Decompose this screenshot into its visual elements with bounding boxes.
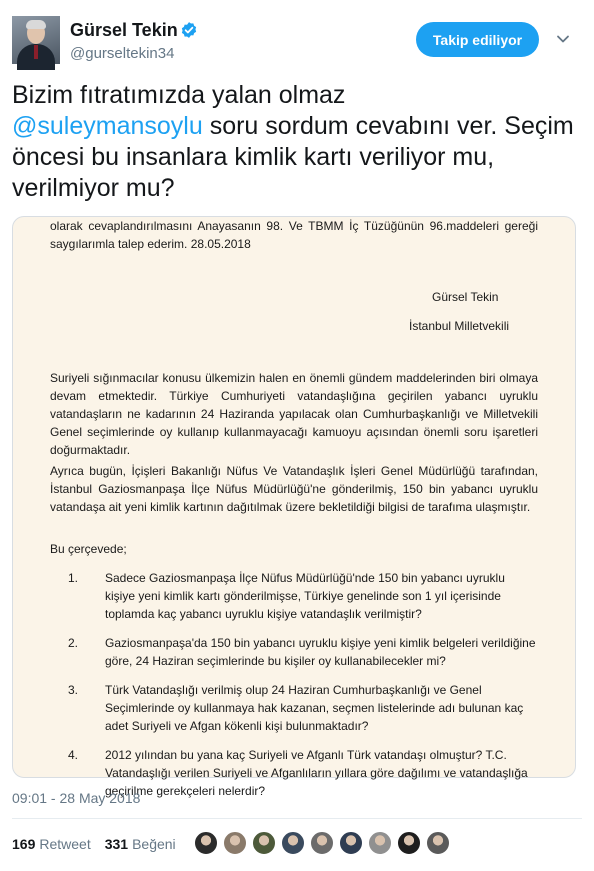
- question-list: [50, 569, 538, 811]
- like-count-link[interactable]: [105, 836, 176, 852]
- question-number: 4.: [68, 748, 79, 762]
- question-item: [50, 569, 538, 623]
- liker-avatar[interactable]: [397, 831, 421, 855]
- liker-avatar[interactable]: [426, 831, 450, 855]
- retweet-count: 169: [12, 836, 36, 852]
- divider: [12, 818, 582, 819]
- liker-avatar[interactable]: [252, 831, 276, 855]
- question-text: Sadece Gaziosmanpaşa İlçe Nüfus Müdürlüğü'nde 150 bin yabancı uyruklu kişiye yeni kimlik kartı gönderilmişse, Türkiye genelinde son 1 yıl içerisinde toplamda kaç yabancı uyruklu kişiye vatandaşlık verilmiştir?: [105, 571, 505, 621]
- tweet-text-part: soru sordum cevabını ver. Seçim öncesi bu insanlara kimlik kartı veriliyor mu, verilmiyor mu?: [12, 112, 574, 202]
- user-handle[interactable]: @gurseltekin34: [70, 45, 175, 62]
- tweet-header: [0, 0, 594, 70]
- like-label: Beğeni: [132, 836, 176, 852]
- signature-title: İstanbul Milletvekili: [409, 319, 510, 333]
- question-text: 2012 yılından bu yana kaç Suriyeli ve Afganlı Türk vatandaşı olmuştur? T.C. Vatandaşlığı verilen Suriyeli ve Afganlıların yıllara göre dağılımı ve vatandaşlığa geçirilme gerekçeleri nelerdir?: [105, 748, 528, 798]
- document-framing: Bu çerçevede;: [50, 542, 127, 556]
- verified-badge-icon: [180, 21, 198, 39]
- liker-avatar[interactable]: [368, 831, 392, 855]
- question-number: 3.: [68, 683, 79, 697]
- document-paragraph: Suriyeli sığınmacılar konusu ülkemizin halen en önemli gündem maddelerinden biri olmaya devam etmektedir. Türkiye Cumhuriyeti vatandaşlığına geçirilen yabancı uyruklu vatandaşların ne kadarının 24 Haziranda yapılacak olan Cumhurbaşkanlığı ve Milletvekili Genel seçimlerinde oy kullanıp kullanmayacağı kamuoyu açısından önemli soru işaretleri doğurmaktadır.: [50, 371, 538, 457]
- liker-avatar[interactable]: [339, 831, 363, 855]
- like-count: 331: [104, 836, 129, 852]
- question-text: Gaziosmanpaşa'da 150 bin yabancı uyruklu kişiye yeni kimlik belgeleri verildiğine göre, 24 Haziran seçimlerinde bu kişiler oy kullanabilecekler mi?: [105, 636, 536, 668]
- tweet-stats: [12, 836, 176, 852]
- document-intro: olarak cevaplandırılmasını Anayasanın 98. Ve TBMM İç Tüzüğünün 96.maddeleri gereği saygılarımla talep ederim. 28.05.2018: [50, 219, 538, 251]
- display-name[interactable]: Gürsel Tekin: [70, 20, 178, 40]
- liker-avatar[interactable]: [223, 831, 247, 855]
- question-item: [50, 681, 538, 735]
- liker-avatar[interactable]: [281, 831, 305, 855]
- question-item: [50, 634, 538, 670]
- liker-avatar[interactable]: [310, 831, 334, 855]
- tweet-timestamp[interactable]: 09:01 - 28 May 2018: [12, 790, 141, 806]
- chevron-down-icon[interactable]: [556, 32, 570, 46]
- document-paragraph: Ayrıca bugün, İçişleri Bakanlığı Nüfus Ve Vatandaşlık İşleri Genel Müdürlüğü tarafından, İstanbul Gaziosmanpaşa İlçe Nüfus Müdürlüğü'ne gönderilmiş, 150 bin yabancı uyruklu vatandaşa ait yeni kimlik kartının dağıtılmak üzere bekletildiği bilgisi de tarafıma ulaşmıştır.: [50, 464, 538, 514]
- retweet-label: Retweet: [39, 836, 91, 852]
- question-text: Türk Vatandaşlığı verilmiş olup 24 Haziran Cumhurbaşkanlığı ve Genel Seçimlerinde oy kullanmaya hak kazanan, seçmen listelerinde adı bulunan kaç adet Suriyeli ve Afgan kökenli kişi bulunmaktadır?: [105, 683, 524, 733]
- following-button[interactable]: Takip ediliyor: [416, 22, 539, 57]
- liker-avatar[interactable]: [194, 831, 218, 855]
- question-number: 1.: [68, 571, 79, 585]
- avatar[interactable]: [12, 16, 60, 64]
- tweet-text-part: Bizim fıtratımızda yalan olmaz: [12, 81, 346, 109]
- signature-name: Gürsel Tekin: [432, 290, 499, 304]
- mention-link[interactable]: @suleymansoylu: [12, 112, 203, 140]
- retweet-count-link[interactable]: [12, 836, 91, 852]
- tweet-text: [12, 80, 582, 204]
- question-number: 2.: [68, 636, 79, 650]
- liker-avatars: [194, 831, 455, 857]
